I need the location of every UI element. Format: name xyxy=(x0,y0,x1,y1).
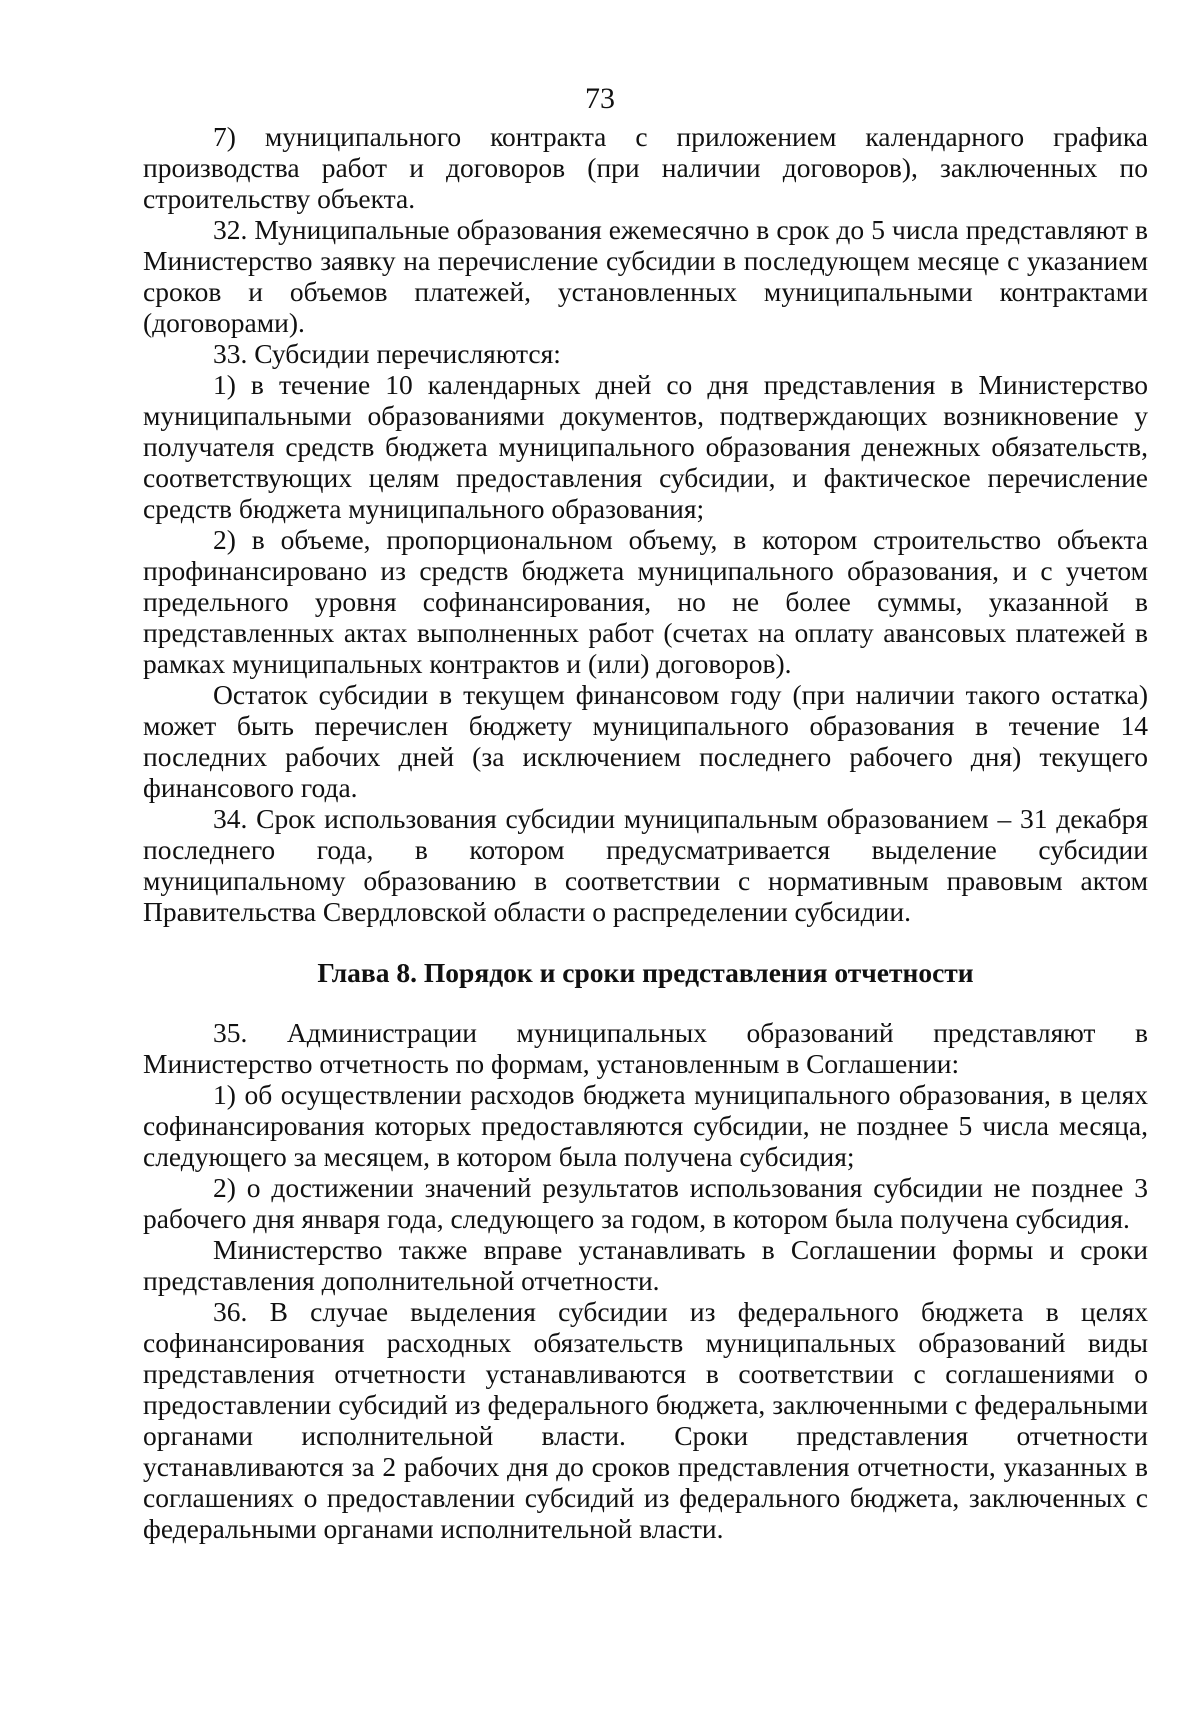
paragraph-35: 35. Администрации муниципальных образований представляют в Министерство отчетность по формам, установленным в Соглашении: xyxy=(143,1017,1148,1079)
paragraph-34: 34. Срок использования субсидии муниципальным образованием – 31 декабря последнего года, в котором предусматривается выделение субсидии муниципальному образованию в соответствии с нормативным правовым актом Правительства Свердловской области о распределении субсидии. xyxy=(143,803,1148,927)
document-body xyxy=(143,121,1148,1544)
paragraph-item-7: 7) муниципального контракта с приложением календарного графика производства работ и договоров (при наличии договоров), заключенных по строительству объекта. xyxy=(143,121,1148,214)
paragraph-36: 36. В случае выделения субсидии из федерального бюджета в целях софинансирования расходных обязательств муниципальных образований виды представления отчетности устанавливаются в соответствии с соглашениями о предоставлении субсидий из федерального бюджета, заключенными с федеральными органами исполнительной власти. Сроки представления отчетности устанавливаются за 2 рабочих дня до сроков представления отчетности, указанных в соглашениях о предоставлении субсидий из федерального бюджета, заключенных с федеральными органами исполнительной власти. xyxy=(143,1296,1148,1544)
chapter-title: Глава 8. Порядок и сроки представления отчетности xyxy=(317,957,974,988)
page-number: 73 xyxy=(585,82,615,115)
paragraph-ministry-right: Министерство также вправе устанавливать в Соглашении формы и сроки представления дополнительной отчетности. xyxy=(143,1234,1148,1296)
paragraph-33-item-1: 1) в течение 10 календарных дней со дня представления в Министерство муниципальными образованиями документов, подтверждающих возникновение у получателя средств бюджета муниципального образования денежных обязательств, соответствующих целям предоставления субсидии, и фактическое перечисление средств бюджета муниципального образования; xyxy=(143,369,1148,524)
paragraph-remainder: Остаток субсидии в текущем финансовом году (при наличии такого остатка) может быть перечислен бюджету муниципального образования в течение 14 последних рабочих дней (за исключением последнего рабочего дня) текущего финансового года. xyxy=(143,679,1148,803)
paragraph-33: 33. Субсидии перечисляются: xyxy=(213,338,561,369)
paragraph-33-item-2: 2) в объеме, пропорциональном объему, в котором строительство объекта профинансировано из средств бюджета муниципального образования, и с учетом предельного уровня софинансирования, но не более суммы, указанной в представленных актах выполненных работ (счетах на оплату авансовых платежей в рамках муниципальных контрактов и (или) договоров). xyxy=(143,524,1148,679)
paragraph-35-item-1: 1) об осуществлении расходов бюджета муниципального образования, в целях софинансирования которых предоставляются субсидии, не позднее 5 числа месяца, следующего за месяцем, в котором была получена субсидия; xyxy=(143,1079,1148,1172)
paragraph-32: 32. Муниципальные образования ежемесячно в срок до 5 числа представляют в Министерство заявку на перечисление субсидии в последующем месяце с указанием сроков и объемов платежей, установленных муниципальными контрактами (договорами). xyxy=(143,214,1148,338)
paragraph-35-item-2: 2) о достижении значений результатов использования субсидии не позднее 3 рабочего дня января года, следующего за годом, в котором была получена субсидия. xyxy=(143,1172,1148,1234)
